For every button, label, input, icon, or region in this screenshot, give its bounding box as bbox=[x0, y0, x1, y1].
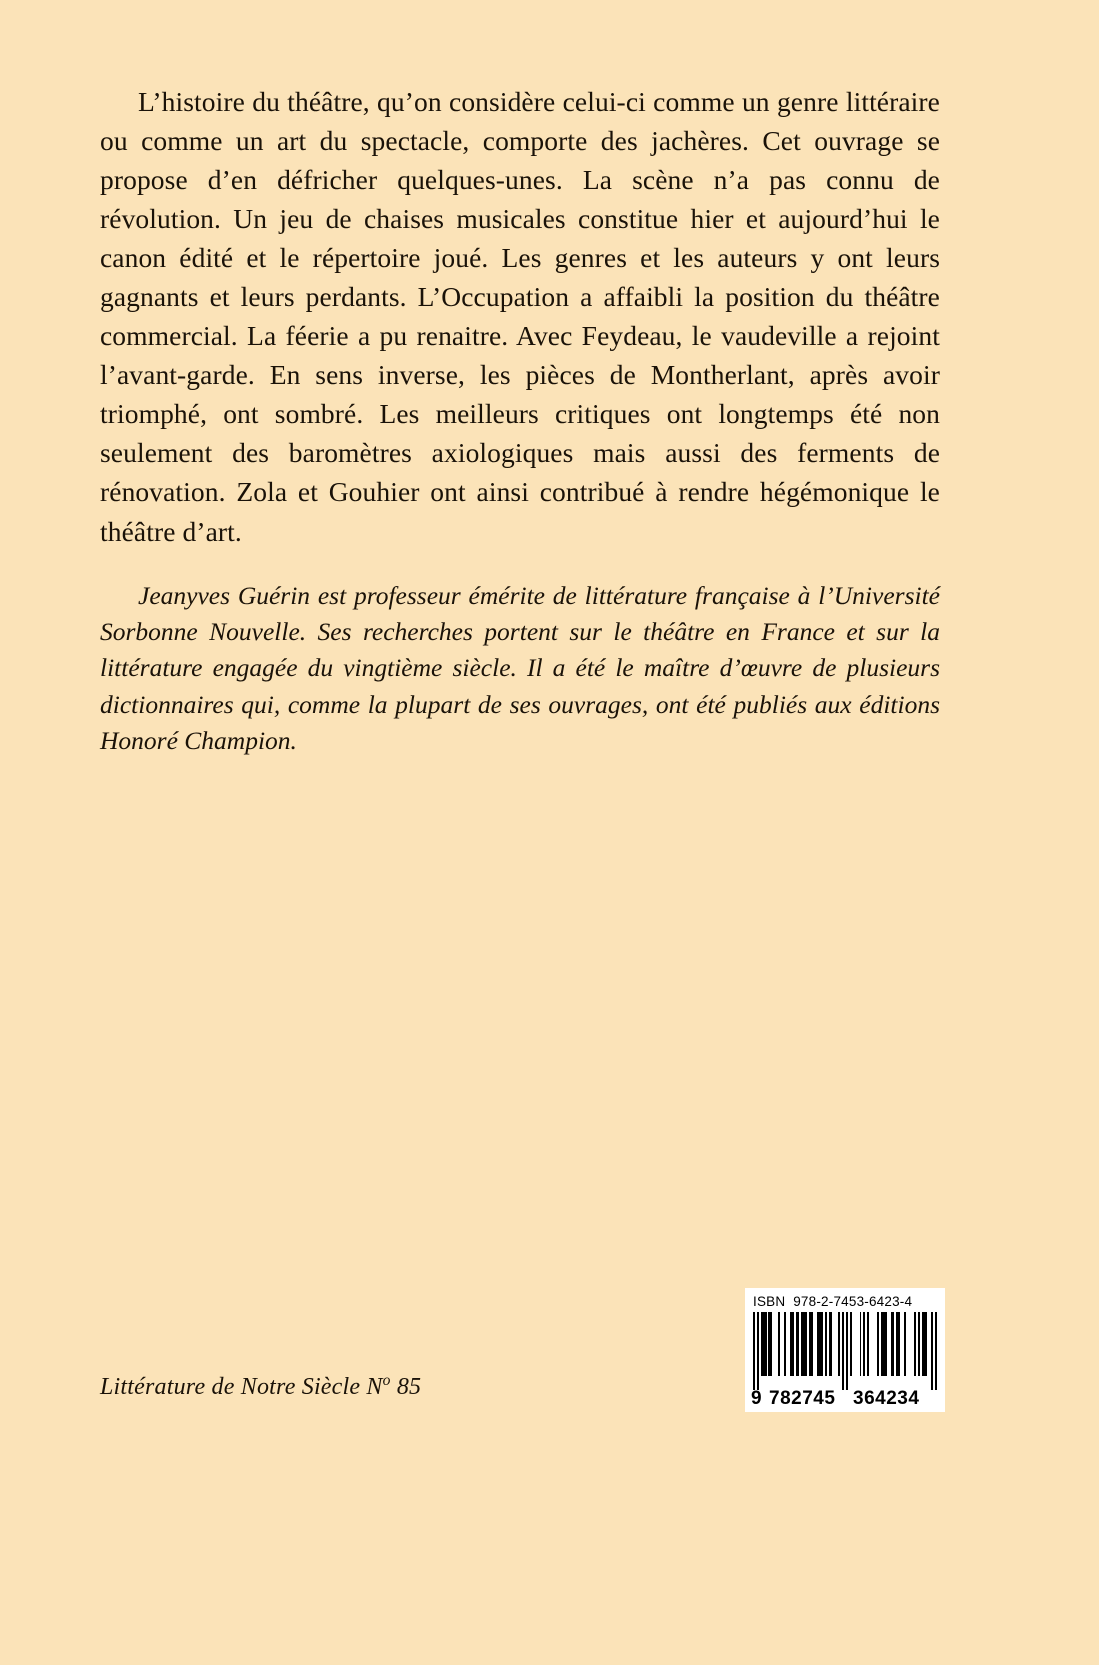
barcode-bar bbox=[778, 1312, 780, 1376]
barcode-bar bbox=[850, 1312, 852, 1376]
barcode-bar bbox=[931, 1312, 933, 1390]
series-label-prefix: Littérature de Notre Siècle N bbox=[100, 1374, 383, 1400]
isbn-label: ISBN bbox=[753, 1294, 786, 1309]
barcode-right-digits: 364234 bbox=[853, 1388, 920, 1409]
author-biography bbox=[100, 578, 940, 759]
barcode-bar bbox=[757, 1312, 759, 1390]
series-label bbox=[100, 1372, 421, 1401]
barcode-bar bbox=[922, 1312, 928, 1376]
isbn-value: 978-2-7453-6423-4 bbox=[793, 1294, 913, 1309]
author-biography-text: Jeanyves Guérin est professeur émérite de littérature française à l’Université Sorbonne Nouvelle. Ses recherches portent sur le théâtre en France et sur la littérature engagée du vingtième siècle. Il a été le maître d’œuvre de plusieurs dictionnaires qui, comme la plupart de ses ouvrages, ont été publiés aux éditions Honoré Champion. bbox=[100, 581, 940, 755]
barcode-bar bbox=[790, 1312, 794, 1376]
barcode-bar bbox=[796, 1312, 800, 1376]
barcode-bar bbox=[801, 1312, 807, 1376]
barcode-bar bbox=[784, 1312, 786, 1376]
barcode-bar bbox=[877, 1312, 879, 1376]
barcode-bar bbox=[918, 1312, 920, 1376]
barcode-bar bbox=[817, 1312, 823, 1376]
barcode-bar bbox=[904, 1312, 906, 1376]
barcode-bar bbox=[829, 1312, 833, 1376]
book-description bbox=[100, 82, 940, 551]
barcode-bar bbox=[896, 1312, 900, 1376]
barcode-bar bbox=[825, 1312, 827, 1376]
barcode-bars bbox=[753, 1312, 937, 1390]
barcode-bar bbox=[914, 1312, 916, 1376]
barcode-digits bbox=[753, 1390, 937, 1408]
barcode-bar bbox=[846, 1312, 848, 1390]
book-description-text: L’histoire du théâtre, qu’on considère celui-ci comme un genre littéraire ou comme un art du spectacle, comporte des jachères. Cet ouvrage se propose d’en défricher quelques-unes. La scène n’a pas connu de révolution. Un jeu de chaises musicales constitue hier et aujourd’hui le canon édité et le répertoire joué. Les genres et les auteurs y ont leurs gagnants et leurs perdants. L’Occupation a affaibli la position du théâtre commercial. La féerie a pu renaitre. Avec Feydeau, le vaudeville a rejoint l’avant-garde. En sens inverse, les pièces de Montherlant, après avoir triomphé, ont sombré. Les meilleurs critiques ont longtemps été non seulement des baromètres axiologiques mais aussi des ferments de rénovation. Zola et Gouhier ont ainsi contribué à rendre hégémonique le théâtre d’art. bbox=[100, 86, 940, 547]
series-label-ordinal: o bbox=[382, 1372, 391, 1389]
barcode-lead-digit: 9 bbox=[751, 1388, 763, 1409]
barcode-bar bbox=[881, 1312, 887, 1376]
barcode-bar bbox=[935, 1312, 937, 1390]
barcode-bar bbox=[809, 1312, 813, 1376]
barcode-bar bbox=[838, 1312, 840, 1376]
barcode bbox=[745, 1288, 945, 1412]
series-label-number: 85 bbox=[390, 1374, 422, 1400]
barcode-bar bbox=[768, 1312, 772, 1376]
barcode-bar bbox=[867, 1312, 869, 1376]
barcode-bar bbox=[891, 1312, 895, 1376]
barcode-bar bbox=[842, 1312, 844, 1390]
barcode-bar bbox=[860, 1312, 862, 1376]
barcode-bar bbox=[761, 1312, 767, 1376]
barcode-bar bbox=[863, 1312, 865, 1376]
barcode-left-digits: 782745 bbox=[769, 1388, 836, 1409]
isbn-text bbox=[753, 1294, 937, 1309]
barcode-bar bbox=[753, 1312, 755, 1390]
